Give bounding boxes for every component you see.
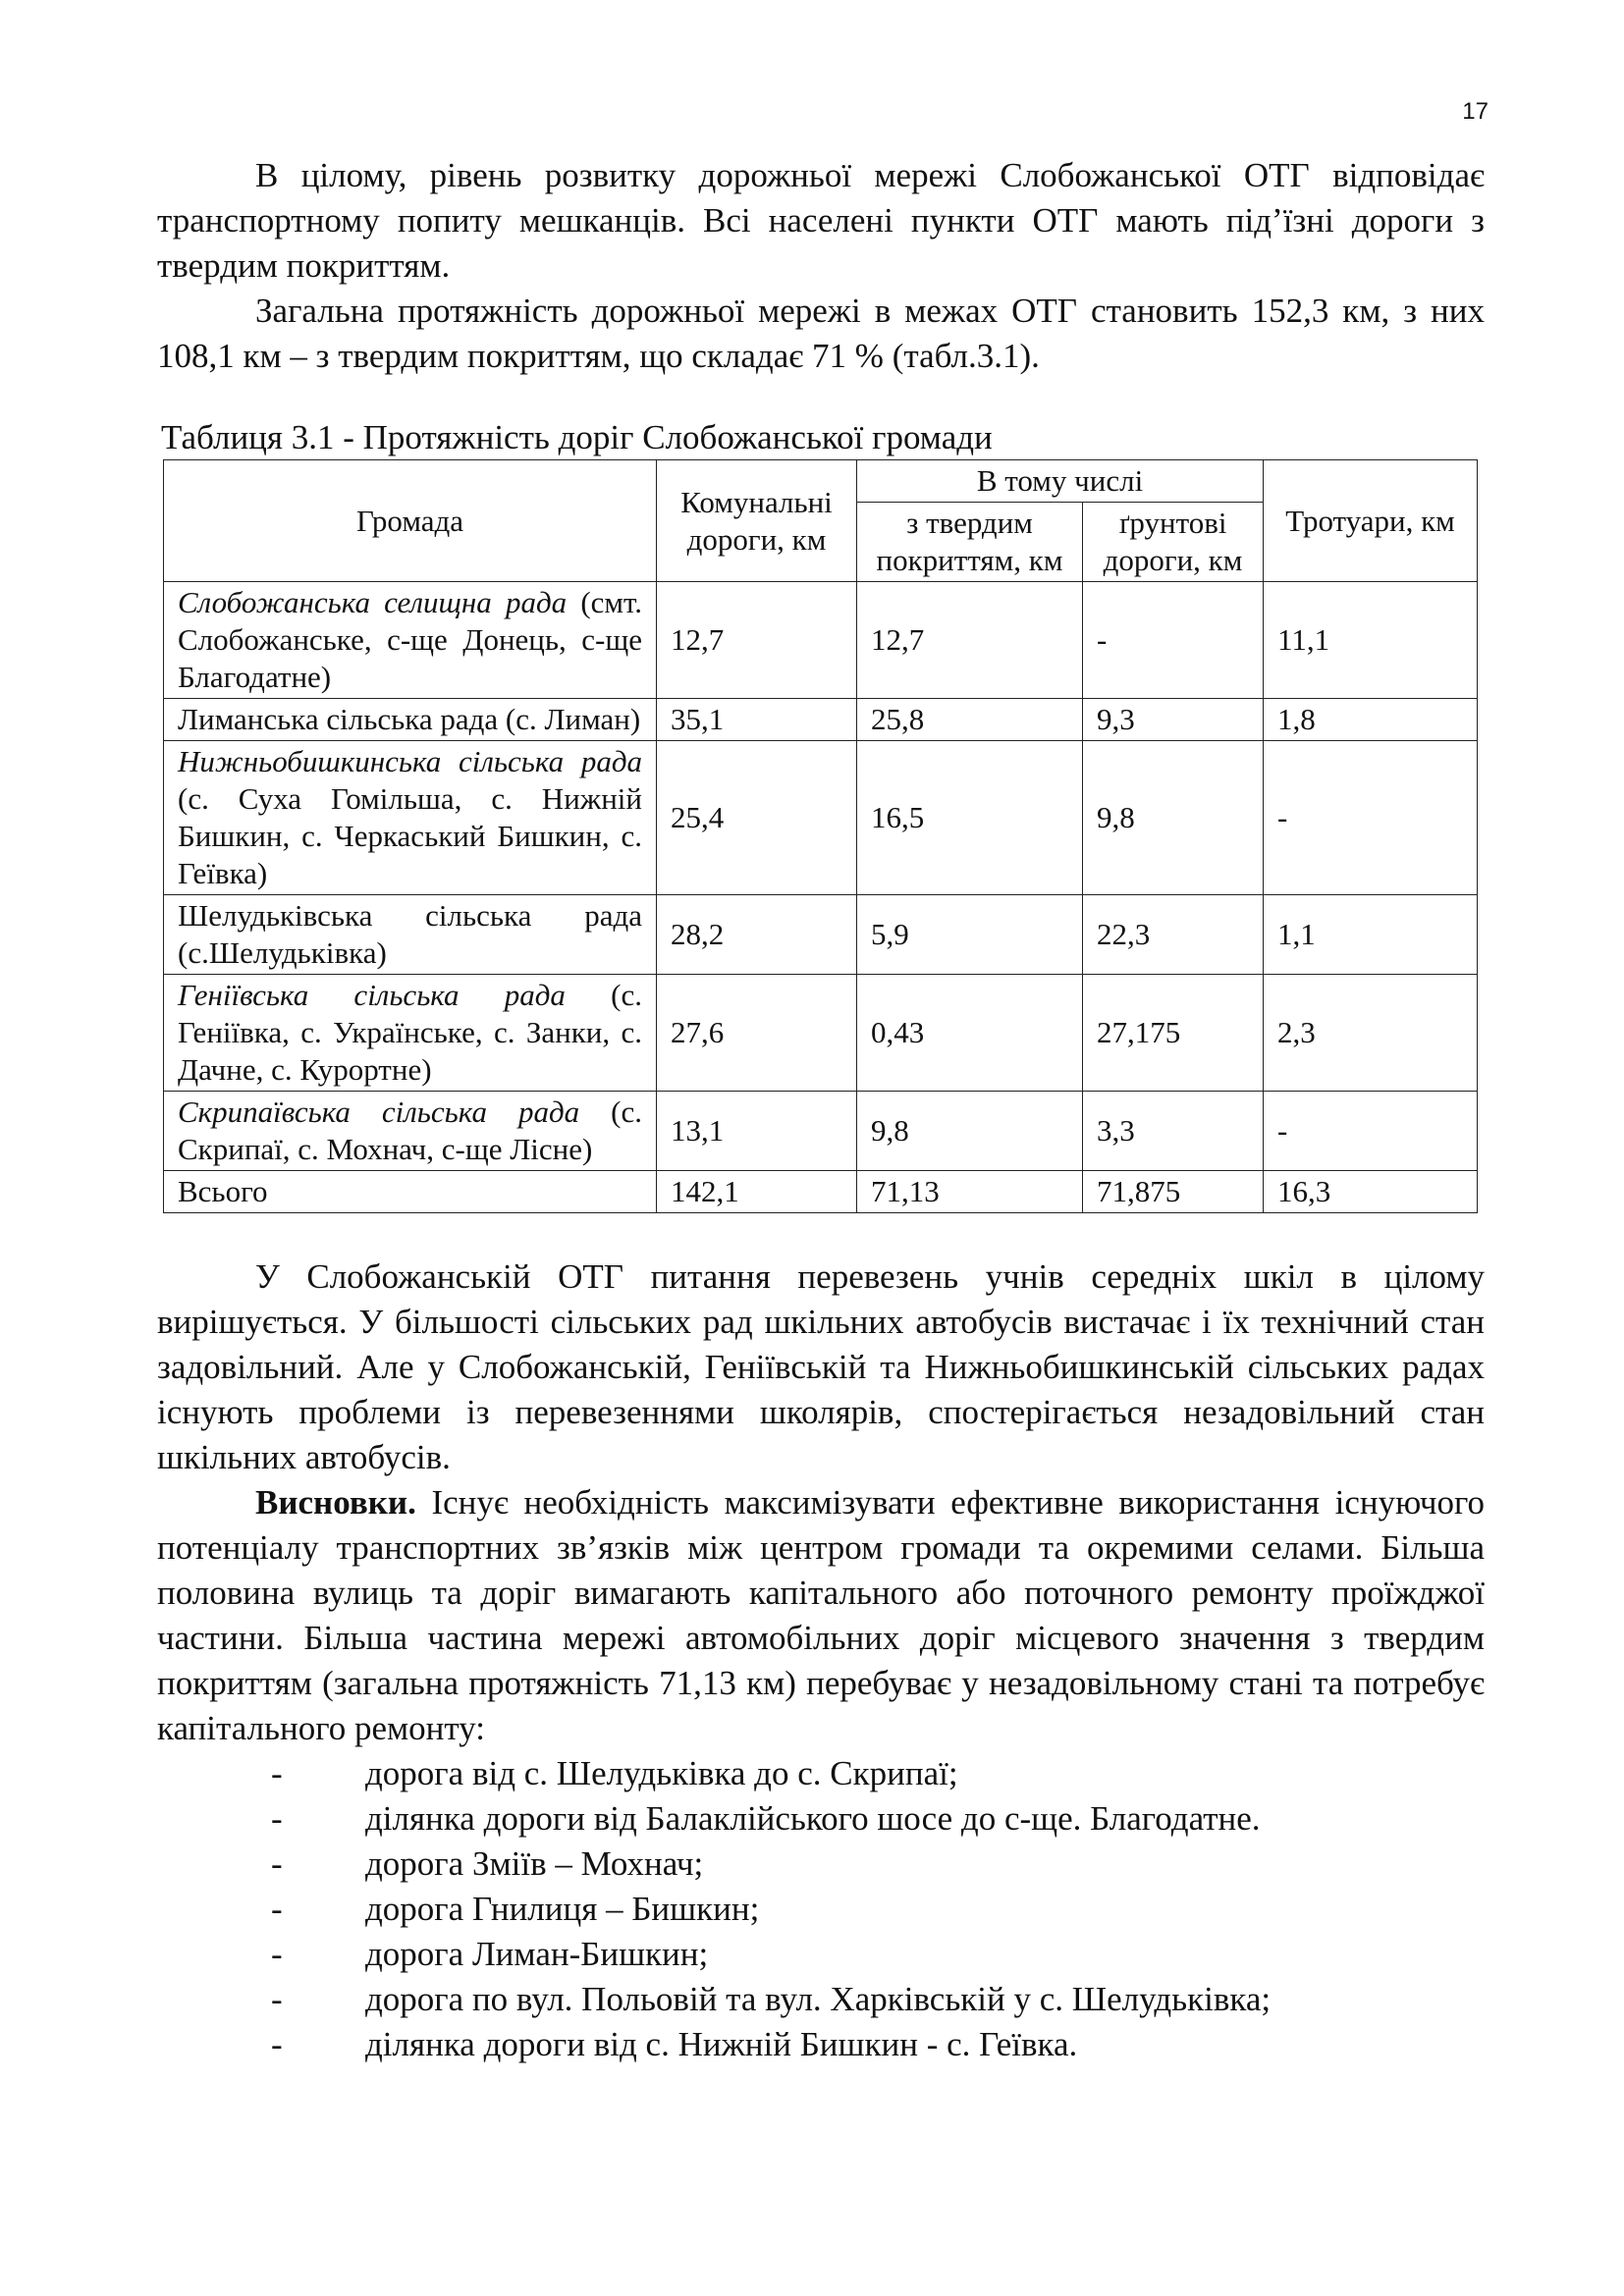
list-item	[157, 1932, 1485, 1977]
cell-sidewalks: 1,8	[1264, 699, 1478, 741]
header-including: В тому числі	[857, 460, 1264, 503]
header-paved: з твердим покриттям, км	[857, 503, 1083, 582]
cell-paved: 12,7	[857, 582, 1083, 699]
table-row	[164, 975, 1478, 1092]
document-body	[157, 153, 1485, 2067]
cell-community	[164, 1092, 657, 1171]
cell-community	[164, 895, 657, 975]
cell-sidewalks: 11,1	[1264, 582, 1478, 699]
conclusion-paragraph	[157, 1480, 1485, 1751]
cell-sidewalks: -	[1264, 741, 1478, 895]
roads-table	[163, 459, 1478, 1213]
cell-paved: 9,8	[857, 1092, 1083, 1171]
cell-community	[164, 975, 657, 1092]
cell-community	[164, 699, 657, 741]
cell-communal: 35,1	[657, 699, 857, 741]
list-item	[157, 2022, 1485, 2067]
header-communal: Комунальні дороги, км	[657, 460, 857, 582]
community-name-text: Лиманська сільська рада (с. Лиман)	[178, 702, 641, 736]
table-row	[164, 1092, 1478, 1171]
cell-paved: 0,43	[857, 975, 1083, 1092]
community-name-text: (с. Скрипаї, с. Мохнач, с-ще Лісне)	[178, 1095, 642, 1166]
intro-paragraph-2: Загальна протяжність дорожньої мережі в межах ОТГ становить 152,3 км, з них 108,1 км – з твердим покриттям, що складає 71 % (табл.3.1).	[157, 292, 1485, 375]
list-item	[157, 1751, 1485, 1796]
total-paved: 71,13	[857, 1171, 1083, 1213]
list-dash-marker: -	[271, 1890, 283, 1928]
cell-sidewalks: 2,3	[1264, 975, 1478, 1092]
community-name-italic: Слобожанська селищна рада	[178, 585, 568, 619]
header-community: Громада	[164, 460, 657, 582]
list-dash-marker: -	[271, 1754, 283, 1792]
cell-paved: 5,9	[857, 895, 1083, 975]
list-dash-marker: -	[271, 1844, 283, 1883]
list-dash-marker: -	[271, 1935, 283, 1973]
header-sidewalks: Тротуари, км	[1264, 460, 1478, 582]
table-row	[164, 699, 1478, 741]
table-total-row	[164, 1171, 1478, 1213]
table-header-row	[164, 460, 1478, 503]
community-name-text: (с. Суха Гомільша, с. Нижній Бишкин, с. Черкаський Бишкин, с. Геївка)	[178, 781, 642, 890]
community-name-italic: Скрипаївська сільська рада	[178, 1095, 580, 1129]
list-item	[157, 1842, 1485, 1887]
list-item-text: дорога по вул. Польовій та вул. Харківській у с. Шелудьківка;	[365, 1980, 1272, 2018]
community-name-italic: Нижньобишкинська сільська рада	[178, 744, 642, 778]
cell-communal: 25,4	[657, 741, 857, 895]
community-name-text: (с. Геніївка, с. Українське, с. Занки, с. Дачне, с. Курортне)	[178, 978, 642, 1087]
cell-community	[164, 582, 657, 699]
total-name: Всього	[164, 1171, 657, 1213]
cell-dirt: 22,3	[1083, 895, 1264, 975]
header-dirt: ґрунтові дороги, км	[1083, 503, 1264, 582]
list-dash-marker: -	[271, 1980, 283, 2018]
list-item-text: дорога Гнилиця – Бишкин;	[365, 1890, 760, 1928]
table-caption: Таблиця 3.1 - Протяжність доріг Слобожанської громади	[161, 418, 993, 456]
cell-sidewalks: 1,1	[1264, 895, 1478, 975]
cell-dirt: 3,3	[1083, 1092, 1264, 1171]
table-row	[164, 895, 1478, 975]
cell-communal: 28,2	[657, 895, 857, 975]
cell-communal: 13,1	[657, 1092, 857, 1171]
total-dirt: 71,875	[1083, 1171, 1264, 1213]
transport-paragraph: У Слобожанській ОТГ питання перевезень учнів середніх шкіл в цілому вирішується. У більшості сільських рад шкільних автобусів вистачає і їх технічний стан задовільний. Але у Слобожанській, Геніївській та Нижньобишкинській сільських радах існують проблеми із перевезеннями школярів, спостерігається незадовільний стан шкільних автобусів.	[157, 1257, 1485, 1476]
cell-paved: 25,8	[857, 699, 1083, 741]
table-row	[164, 582, 1478, 699]
table-row	[164, 741, 1478, 895]
list-item	[157, 1977, 1485, 2022]
cell-dirt: 9,3	[1083, 699, 1264, 741]
community-name-italic: Геніївська сільська рада	[178, 978, 566, 1012]
list-item	[157, 1887, 1485, 1932]
conclusion-text: Існує необхідність максимізувати ефективне використання існуючого потенціалу транспортних зв’язків між центром громади та окремими селами. Більша половина вулиць та доріг вимагають капітального або поточного ремонту проїжджої частини. Більша частина мережі автомобільних доріг місцевого значення з твердим покриттям (загальна протяжність 71,13 км) перебуває у незадовільному стані та потребує капітального ремонту:	[157, 1483, 1485, 1747]
cell-community	[164, 741, 657, 895]
list-item	[157, 1796, 1485, 1842]
list-dash-marker: -	[271, 1799, 283, 1838]
list-item-text: ділянка дороги від с. Нижній Бишкин - с. Геївка.	[365, 2025, 1078, 2063]
cell-sidewalks: -	[1264, 1092, 1478, 1171]
community-name-text: (смт. Слобожанське, с-ще Донець, с-ще Благодатне)	[178, 585, 642, 694]
community-name-text: Шелудьківська сільська рада (с.Шелудьківка)	[178, 898, 642, 970]
intro-paragraph-1: В цілому, рівень розвитку дорожньої мережі Слобожанської ОТГ відповідає транспортному попиту мешканців. Всі населені пункти ОТГ мають під’їзні дороги з твердим покриттям.	[157, 156, 1485, 285]
cell-communal: 27,6	[657, 975, 857, 1092]
cell-dirt: 27,175	[1083, 975, 1264, 1092]
list-item-text: дорога від с. Шелудьківка до с. Скрипаї;	[365, 1754, 958, 1792]
list-item-text: ділянка дороги від Балаклійського шосе до с-ще. Благодатне.	[365, 1799, 1261, 1838]
cell-communal: 12,7	[657, 582, 857, 699]
cell-dirt: -	[1083, 582, 1264, 699]
conclusion-lead: Висновки.	[255, 1483, 416, 1522]
list-item-text: дорога Зміїв – Мохнач;	[365, 1844, 704, 1883]
cell-dirt: 9,8	[1083, 741, 1264, 895]
cell-paved: 16,5	[857, 741, 1083, 895]
total-sidewalks: 16,3	[1264, 1171, 1478, 1213]
total-communal: 142,1	[657, 1171, 857, 1213]
list-item-text: дорога Лиман-Бишкин;	[365, 1935, 709, 1973]
list-dash-marker: -	[271, 2025, 283, 2063]
table-body	[164, 582, 1478, 1213]
repair-list	[157, 1751, 1485, 2067]
page-number: 17	[1462, 98, 1489, 125]
